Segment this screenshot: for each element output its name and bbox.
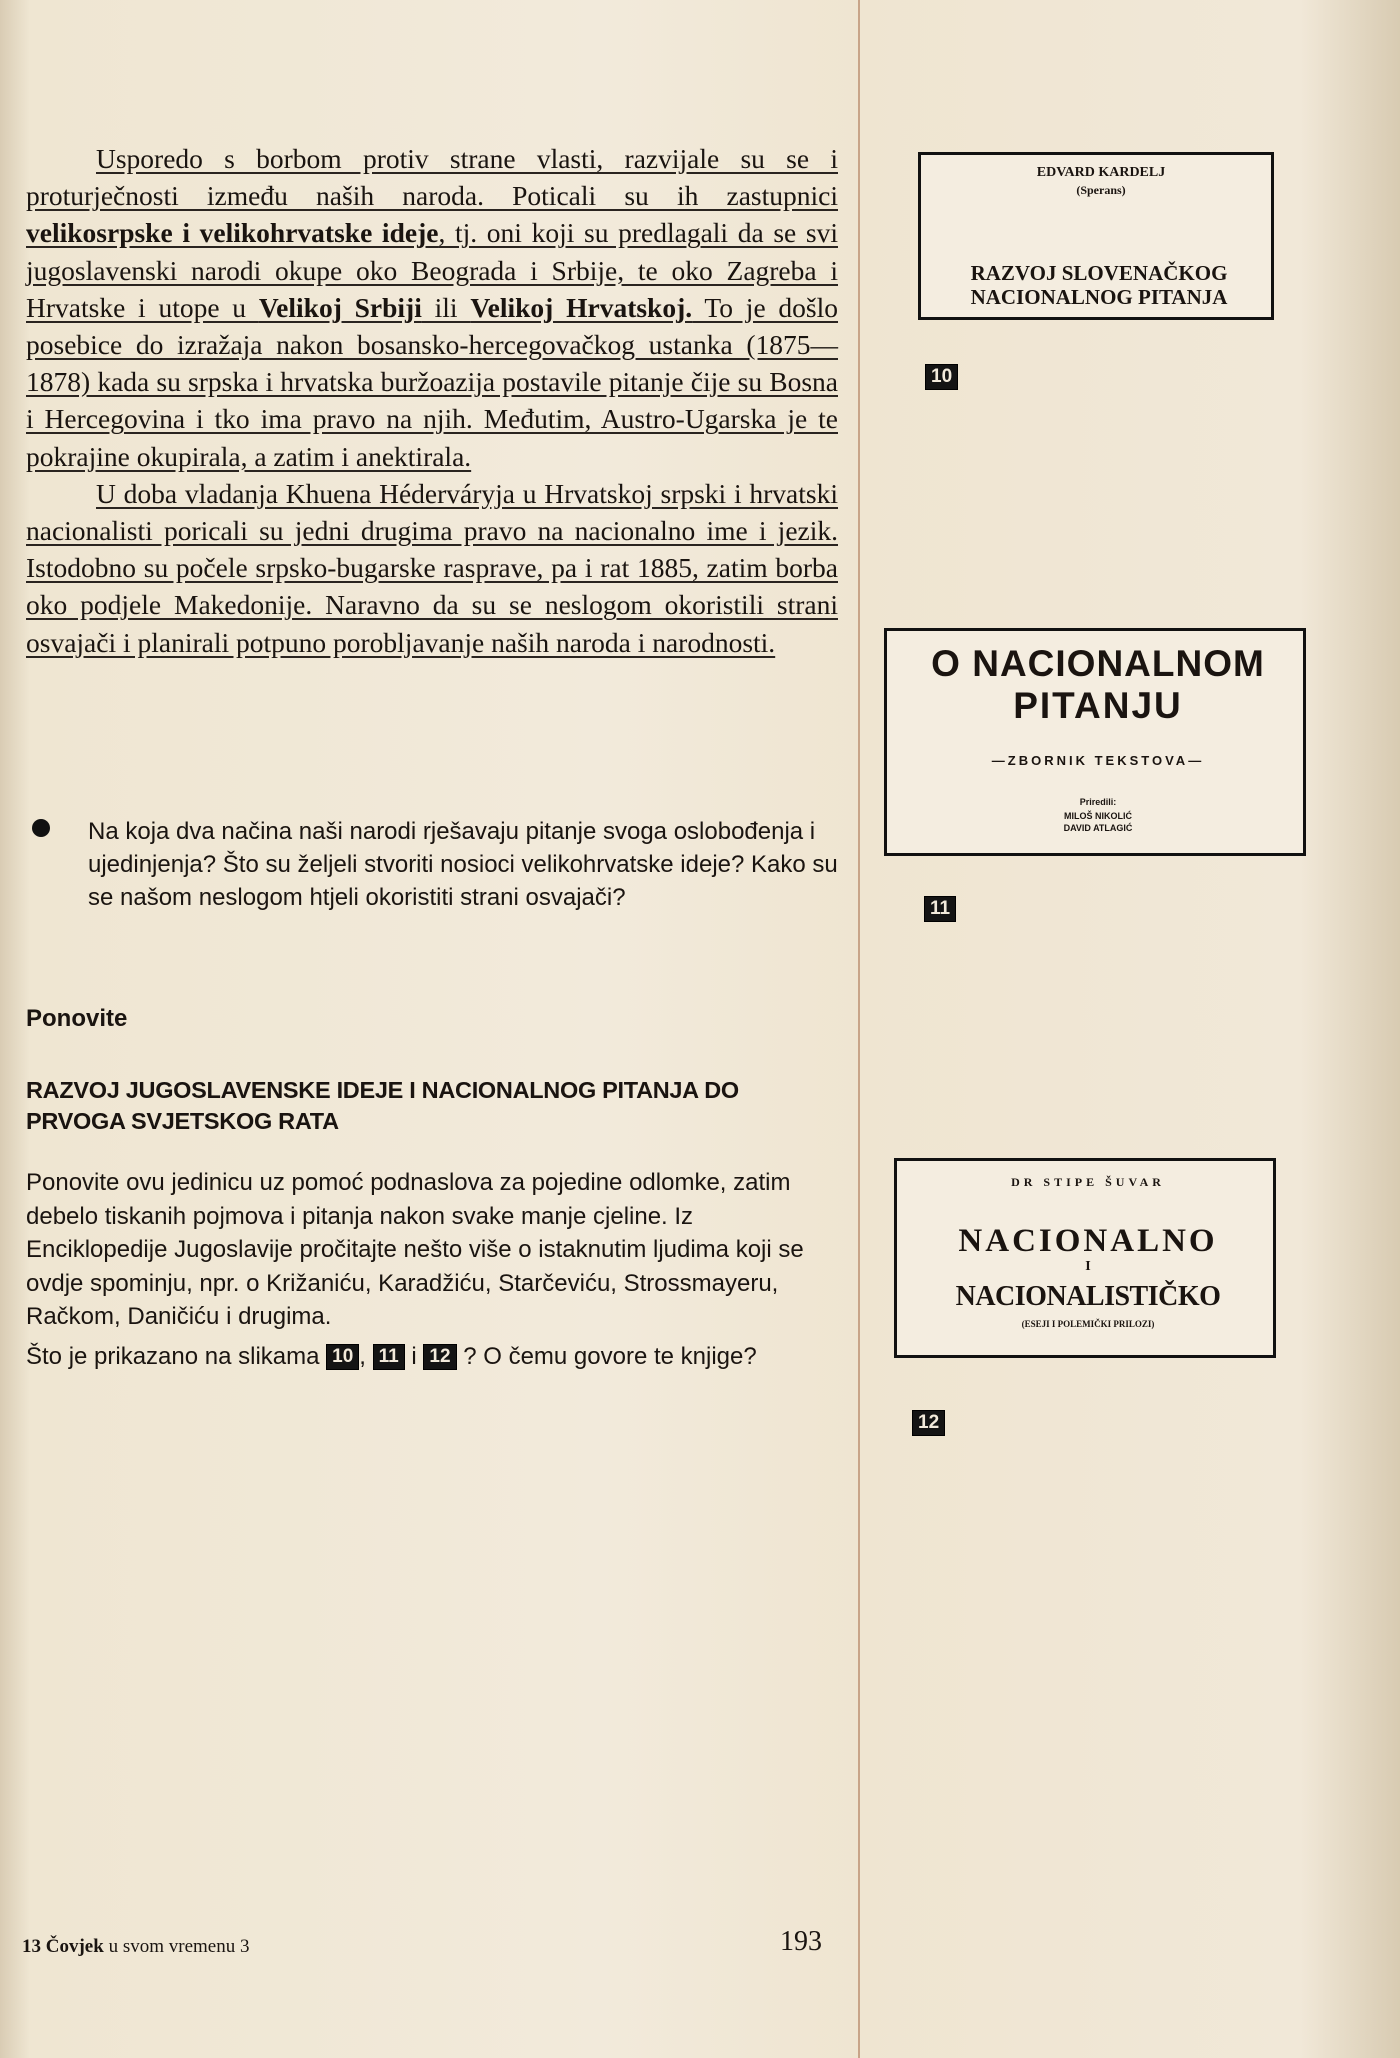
book-cover-10	[918, 152, 1274, 320]
p1-run-4: To je došlo posebice do izražaja nakon bosansko-hercegovačkog ustanka (1875—1878) kada su srpska i hrvatska buržoazija postavile pitanje čije su Bosna i Hercegovina i tko ima pravo na njih. Međutim, Austro-Ugarska je te pokrajine okupirala, a zatim i anektirala.	[26, 291, 839, 472]
p2-sep2: i	[404, 1342, 424, 1370]
book12-title-conj: I	[1085, 1259, 1091, 1274]
book12-author: DR STIPE ŠUVAR	[1011, 1175, 1165, 1189]
figure-ref-12: 12	[423, 1344, 456, 1370]
book-cover-11	[884, 628, 1306, 856]
p1-run-2: , tj. oni koji su predlagali da se svi jugoslavenski narodi okupe oko Beograda i Srbije, te oko Zagreba i Hrvatske i utope u	[26, 217, 838, 323]
p1-bold-2: Velikoj Srbiji	[258, 291, 422, 323]
book11-editor-2: DAVID ATLAGIĆ	[1063, 823, 1133, 833]
book11-editor-label: Priredili:	[1079, 797, 1117, 807]
p1-bold-1: velikosrpske i velikohrvatske ideje	[26, 217, 439, 249]
review-question	[26, 815, 838, 914]
book12-subtitle: (ESEJI I POLEMIČKI PRILOZI)	[1021, 1319, 1155, 1329]
p2-after: ? O čemu govore te knjige?	[456, 1342, 757, 1370]
instructions-p1: Ponovite ovu jedinicu uz pomoć podnaslova za pojedine odlomke, zatim debelo tiskanih pojmova i pitanja nakon svake manje cjeline. Iz Enciklopedije Jugoslavije pročitajte nešto više o istaknutim ljudima koji se ovdje spominju, npr. o Križaniću, Karadžiću, Starčeviću, Strossmayeru, Račkom, Daničiću i drugima.	[26, 1169, 804, 1330]
p1-bold-3: Velikoj Hrvatskoj.	[470, 291, 693, 323]
book12-title-2: NACIONALISTIČKO	[955, 1281, 1221, 1312]
p2-before: Što je prikazano na slikama	[26, 1342, 327, 1370]
main-text	[26, 140, 838, 661]
footer-book-title	[22, 1936, 249, 1958]
p1-run-1: Usporedo s borbom protiv strane vlasti, razvijale su se i proturječnosti između naših naroda. Poticali su ih zastupnici	[26, 143, 838, 212]
page-number: 193	[780, 1926, 822, 1957]
book11-editor-1: MILOŠ NIKOLIĆ	[1064, 811, 1132, 821]
figure-label-10: 10	[925, 364, 958, 390]
book12-title-1: NACIONALNO	[958, 1223, 1218, 1259]
book11-subtitle: —ZBORNIK TEKSTOVA—	[991, 753, 1205, 768]
ponovite-heading: Ponovite	[26, 1005, 128, 1032]
book11-title-1: O NACIONALNOM	[931, 643, 1265, 684]
book-cover-12	[894, 1158, 1276, 1358]
paragraph-2: U doba vladanja Khuena Héderváryja u Hrvatskoj srpski i hrvatski nacionalisti poricali su jedni drugima pravo na nacionalno ime i jezik. Istodobno su počele srpsko-bugarske rasprave, pa i rat 1885, zatim borba oko podjele Makedonije. Naravno da su se neslogom okoristili strani osvajači i planirali potpuno porobljavanje naših naroda i narodnosti.	[26, 477, 838, 658]
column-divider	[858, 0, 860, 2058]
p2-sep1: ,	[359, 1342, 373, 1370]
instructions	[26, 1166, 838, 1379]
book10-pseudonym: (Sperans)	[1076, 183, 1126, 197]
book10-title-2: NACIONALNOG PITANJA	[970, 285, 1228, 309]
book10-title-1: RAZVOJ SLOVENAČKOG	[970, 261, 1228, 285]
paragraph-1	[26, 140, 838, 475]
instructions-p2	[26, 1340, 838, 1374]
footer-book-prefix: 13 Čovjek	[22, 1936, 104, 1957]
question-text: Na koja dva načina naši narodi rješavaju pitanje svoga oslobođenja i ujedinjenja? Što su željeli stvoriti nosioci velikohrvatske ideje? Kako su se našom neslogom htjeli okoristiti strani osvajači?	[88, 818, 838, 911]
section-title: RAZVOJ JUGOSLAVENSKE IDEJE I NACIONALNOG PITANJA DO PRVOGA SVJETSKOG RATA	[26, 1077, 739, 1134]
figure-label-12: 12	[912, 1410, 945, 1436]
figure-ref-10: 10	[326, 1344, 359, 1370]
book11-title-2: PITANJU	[1013, 685, 1183, 726]
bullet-icon	[32, 819, 50, 837]
book10-author: EDVARD KARDELJ	[1036, 165, 1166, 180]
figure-ref-11: 11	[373, 1344, 405, 1370]
figure-label-11: 11	[924, 896, 956, 922]
p1-run-3: ili	[421, 291, 471, 323]
footer-book-rest: u svom vremenu 3	[103, 1936, 250, 1957]
